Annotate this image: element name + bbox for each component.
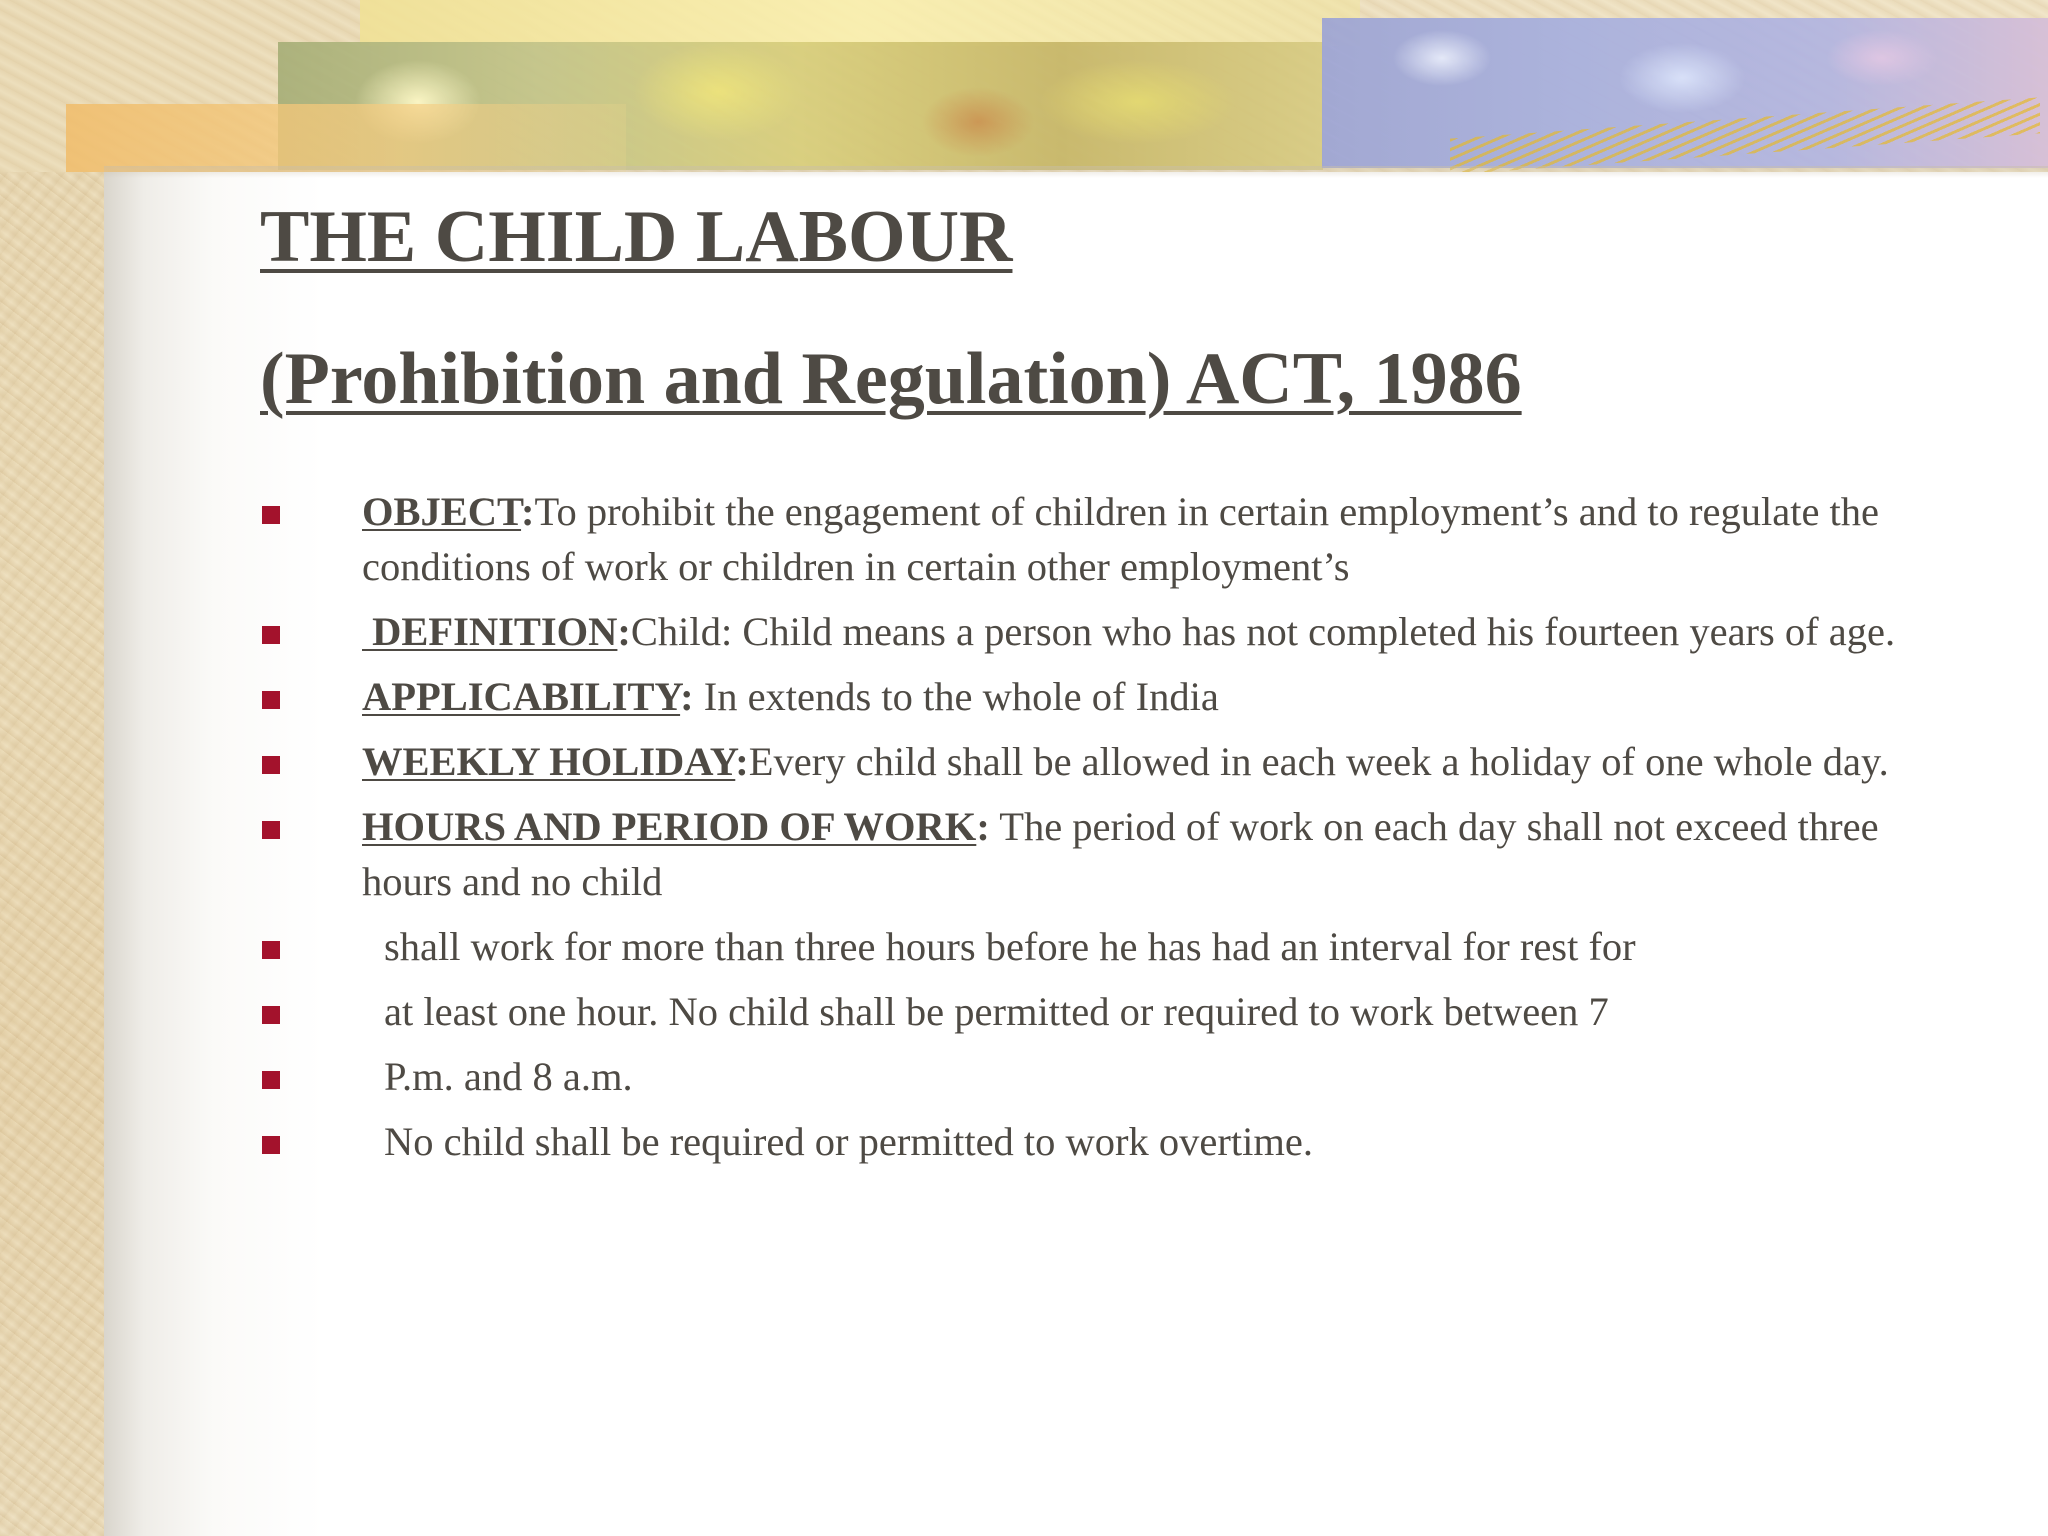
slide-title-line1: THE CHILD LABOUR [260, 196, 1013, 278]
square-bullet-icon [262, 941, 280, 959]
bullet-rest-interval [258, 919, 1958, 974]
square-bullet-icon [262, 506, 280, 524]
bullet-applicability [258, 669, 1958, 724]
square-bullet-icon [262, 1071, 280, 1089]
square-bullet-icon [262, 756, 280, 774]
bullet-overtime [258, 1114, 1958, 1169]
bullet-definition [258, 604, 1958, 659]
square-bullet-icon [262, 626, 280, 644]
bullet-colon: : [976, 804, 990, 849]
square-bullet-icon [262, 821, 280, 839]
square-bullet-icon [262, 1136, 280, 1154]
bullet-colon: : [617, 609, 631, 654]
bullet-list [258, 484, 1958, 1179]
bullet-text: The period of work on each day shall not exceed three hours and no child [362, 804, 1889, 904]
bullet-text: In extends to the whole of India [693, 674, 1219, 719]
square-bullet-icon [262, 691, 280, 709]
left-texture-strip [0, 0, 104, 1536]
bullet-label: DEFINITION [362, 609, 618, 654]
bullet-text: shall work for more than three hours before he has had an interval for rest for [384, 924, 1636, 969]
bullet-text: Child: Child means a person who has not completed his fourteen years of age. [630, 609, 1896, 654]
bullet-colon: : [521, 489, 535, 534]
bullet-label: HOURS AND PERIOD OF WORK [362, 804, 977, 849]
bullet-text: at least one hour. No child shall be permitted or required to work between 7 [384, 989, 1609, 1034]
bullet-hours-of-work [258, 799, 1958, 909]
bullet-text: P.m. and 8 a.m. [384, 1054, 633, 1099]
panel-top-shade [104, 166, 2048, 178]
banner-orange-strip [66, 104, 626, 172]
bullet-label: OBJECT [362, 489, 522, 534]
bullet-label: APPLICABILITY [362, 674, 681, 719]
bullet-object [258, 484, 1958, 594]
bullet-label: WEEKLY HOLIDAY [362, 739, 736, 784]
bullet-text: To prohibit the engagement of children in certain employment’s and to regulate the conditions of work or children in certain other employment’s [362, 489, 1880, 589]
bullet-text: No child shall be required or permitted to work overtime. [384, 1119, 1313, 1164]
bullet-weekly-holiday [258, 734, 1958, 789]
bullet-rest-hour [258, 984, 1958, 1039]
square-bullet-icon [262, 1006, 280, 1024]
bullet-colon: : [735, 739, 749, 784]
bullet-colon: : [680, 674, 694, 719]
banner-top-decoration [360, 0, 1360, 46]
slide-title-line2: (Prohibition and Regulation) ACT, 1986 [260, 338, 1522, 420]
bullet-text: Every child shall be allowed in each week a holiday of one whole day. [748, 739, 1889, 784]
bullet-night-hours [258, 1049, 1958, 1104]
